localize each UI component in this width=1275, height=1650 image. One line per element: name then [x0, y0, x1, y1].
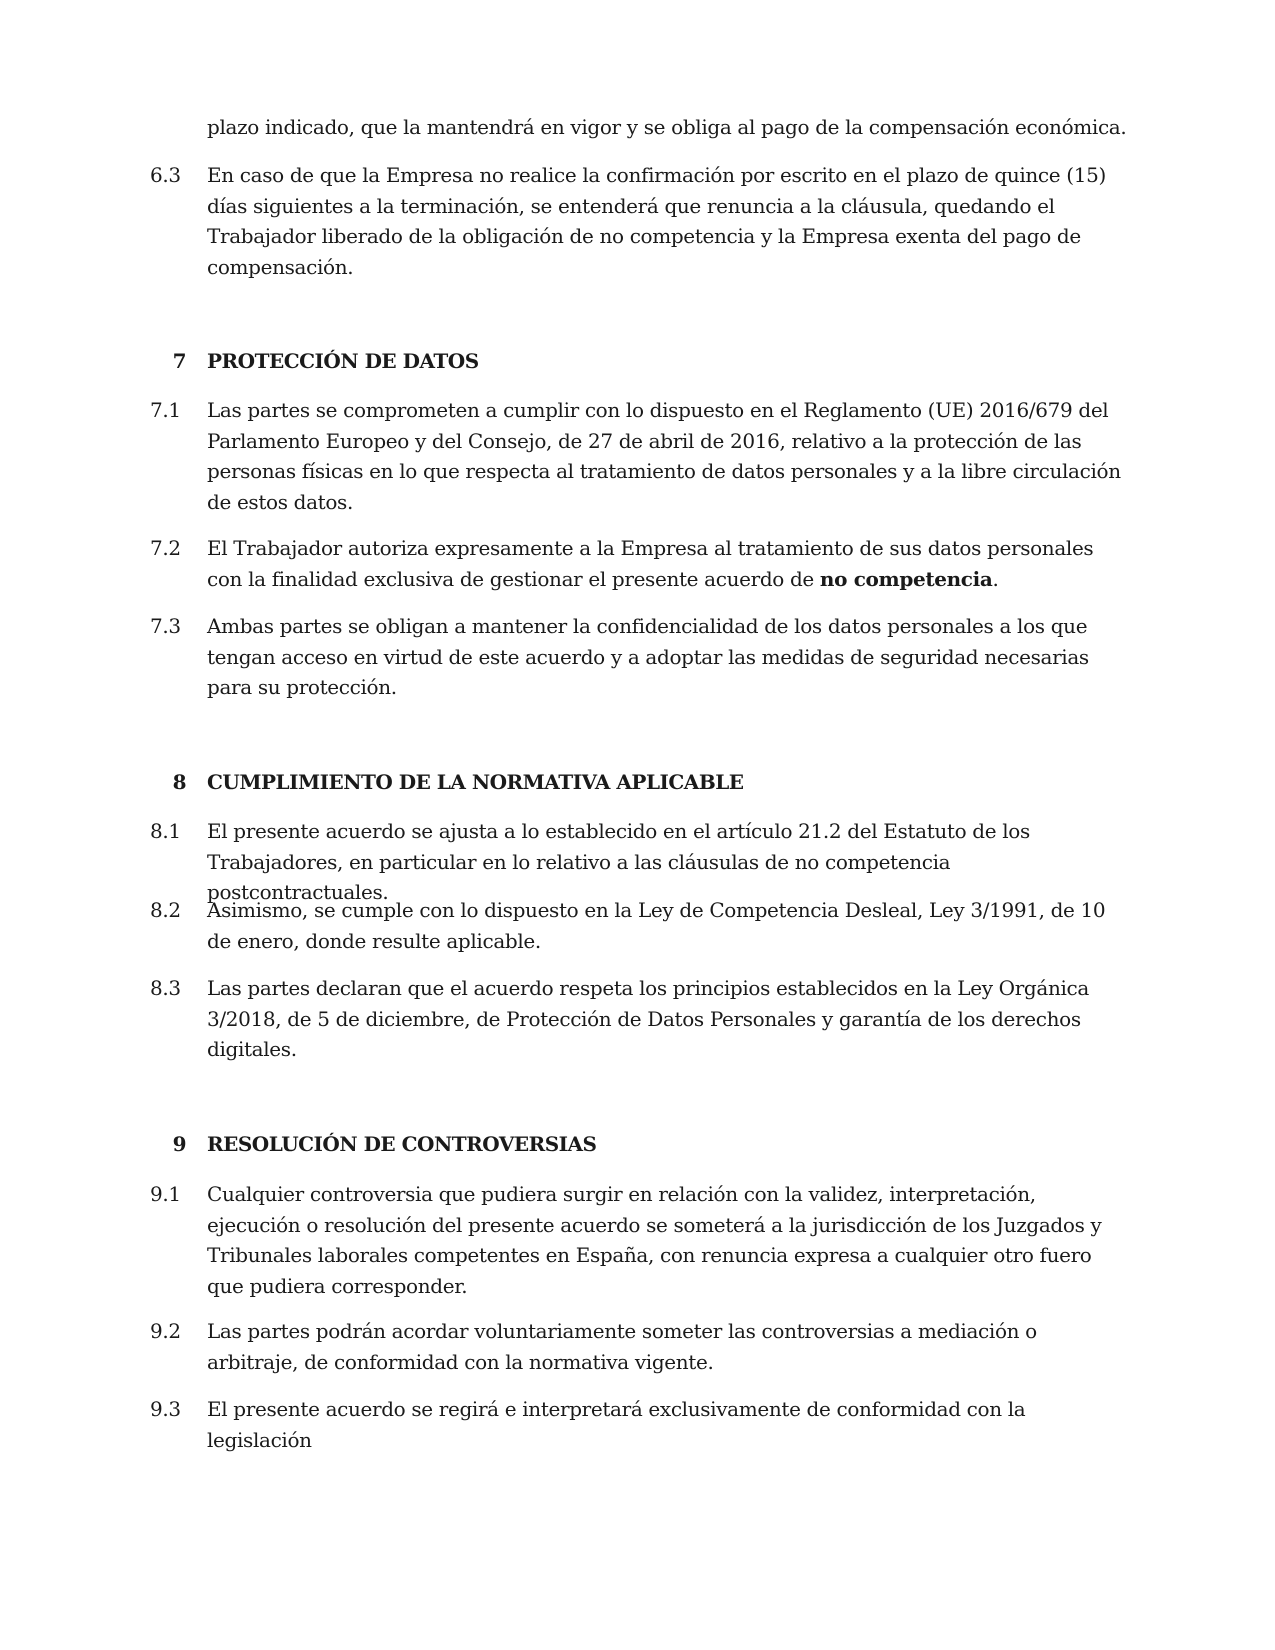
clause-text — [207, 533, 1127, 594]
clause-text: Cualquier controversia que pudiera surgir en relación con la validez, interpretación, ejecución o resolución del presente acuerdo se someterá a la jurisdicción de los Juzgados y Tribunales laborales competentes en España, con renuncia expresa a cualquier otro fuero que pudiera corresponder. — [207, 1182, 1102, 1298]
clause-text: Ambas partes se obligan a mantener la confidencialidad de los datos personales a los que tengan acceso en virtud de este acuerdo y a adoptar las medidas de seguridad necesarias para su protección. — [207, 614, 1089, 699]
clause-text: El presente acuerdo se ajusta a lo establecido en el artículo 21.2 del Estatuto de los Trabajadores, en particular en lo relativo a las cláusulas de no competencia postcontractuales. — [207, 819, 1030, 904]
clause-text: Las partes se comprometen a cumplir con lo dispuesto en el Reglamento (UE) 2016/679 del Parlamento Europeo y del Consejo, de 27 de abril de 2016, relativo a la protección de las personas físicas en lo que respecta al tratamiento de datos personales y a la libre circulación de estos datos. — [207, 398, 1121, 514]
section-number: 7 — [172, 349, 186, 373]
continuation-paragraph: plazo indicado, que la mantendrá en vigor y se obliga al pago de la compensación económica. — [207, 115, 1127, 139]
clause-text: El presente acuerdo se regirá e interpretará exclusivamente de conformidad con la legislación — [207, 1397, 1026, 1452]
section-heading: PROTECCIÓN DE DATOS — [207, 349, 479, 373]
section-number: 9 — [172, 1132, 186, 1156]
clause-number: 9.3 — [150, 1397, 181, 1421]
clause-number: 8.2 — [150, 898, 181, 922]
clause-text-part: . — [992, 566, 999, 591]
clause-text: Las partes declaran que el acuerdo respeta los principios establecidos en la Ley Orgánica 3/2018, de 5 de diciembre, de Protección de Datos Personales y garantía de los derechos digitales. — [207, 976, 1089, 1061]
clause-number: 7.1 — [150, 398, 181, 422]
clause-number: 6.3 — [150, 163, 181, 187]
clause-number: 8.3 — [150, 976, 181, 1000]
clause-text: Asimismo, se cumple con lo dispuesto en la Ley de Competencia Desleal, Ley 3/1991, de 10 de enero, donde resulte aplicable. — [207, 898, 1106, 953]
section-number: 8 — [172, 770, 186, 794]
section-heading: CUMPLIMIENTO DE LA NORMATIVA APLICABLE — [207, 770, 744, 794]
bold-term: no competencia — [819, 566, 993, 591]
clause-number: 7.3 — [150, 614, 181, 638]
clause-text: Las partes podrán acordar voluntariamente someter las controversias a mediación o arbitraje, de conformidad con la normativa vigente. — [207, 1319, 1037, 1374]
section-heading: RESOLUCIÓN DE CONTROVERSIAS — [207, 1132, 597, 1156]
clause-text-part: El Trabajador autoriza expresamente a la Empresa al tratamiento de sus datos personales con la finalidad exclusiva de gestionar el presente acuerdo de — [207, 536, 1094, 591]
clause-text: En caso de que la Empresa no realice la confirmación por escrito en el plazo de quince (15) días siguientes a la terminación, se entenderá que renuncia a la cláusula, quedando el Trabajador liberado de la obligación de no competencia y la Empresa exenta del pago de compensación. — [207, 163, 1106, 279]
clause-number: 7.2 — [150, 536, 181, 560]
clause-number: 8.1 — [150, 819, 181, 843]
clause-number: 9.2 — [150, 1319, 181, 1343]
clause-number: 9.1 — [150, 1182, 181, 1206]
